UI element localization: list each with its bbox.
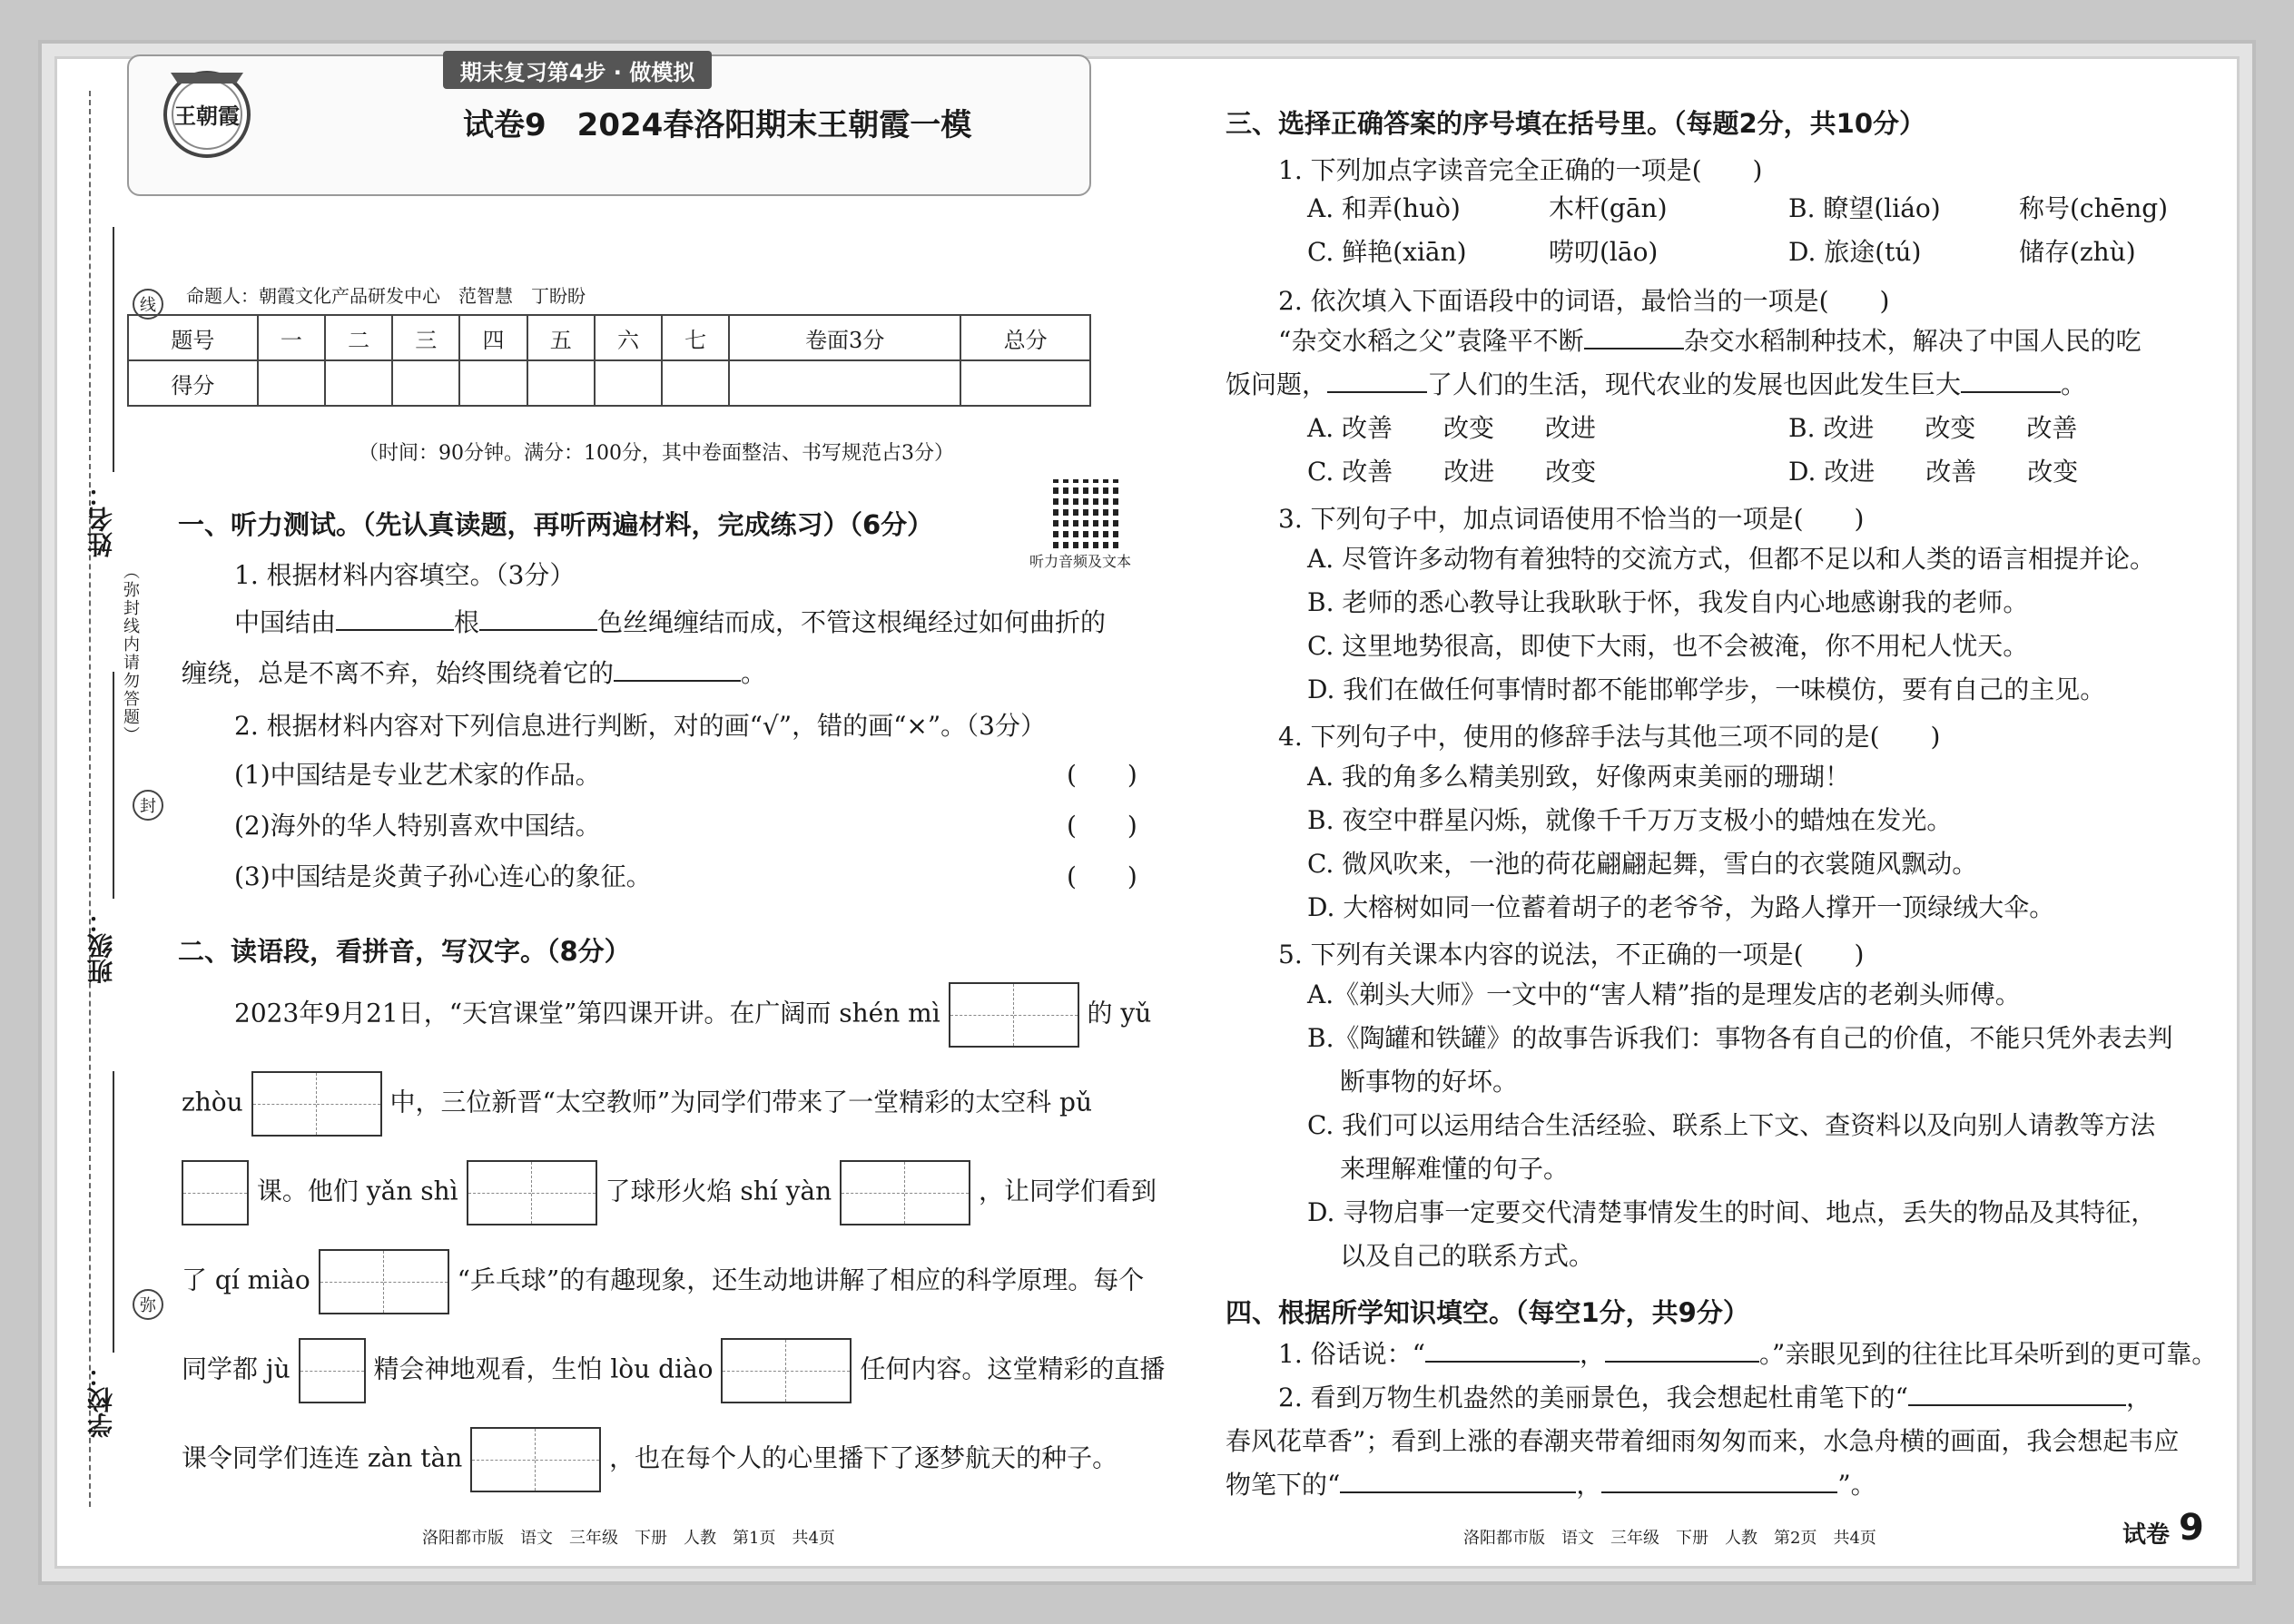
text: ”。 (1837, 1470, 1876, 1500)
score-cell: 六 (595, 315, 662, 360)
section1-heading: 一、听力测试。（先认真读题，再听两遍材料，完成练习）（6分） (178, 509, 934, 540)
s3-q3-opt: B. 老师的悉心教导让我耿耿于怀，我发自内心地感谢我的老师。 (1307, 587, 2029, 617)
score-cell: 一 (258, 315, 325, 360)
text: 了 qí miào (182, 1265, 310, 1295)
footer-right: 洛阳都市版 语文 三年级 下册 人教 第2页 共4页 (1463, 1529, 1876, 1548)
s1-q1-text: 1. 根据材料内容填空。（3分） (234, 560, 576, 590)
s3-q2-line2 (1226, 367, 2086, 403)
svg-text:王朝霞: 王朝霞 (174, 103, 240, 129)
text: 2. 看到万物生机盎然的美丽景色，我会想起杜甫笔下的“ (1278, 1383, 1908, 1412)
s3-q4-opt: B. 夜空中群星闪烁，就像千千万万支极小的蜡烛在发光。 (1307, 805, 1953, 835)
s3-q3-opt: D. 我们在做任何事情时都不能邯郸学步，一味模仿，要有自己的主见。 (1307, 674, 2106, 704)
name-field[interactable] (113, 227, 114, 472)
s3-q5-opt: 以及自己的联系方式。 (1340, 1241, 1595, 1271)
answer-paren[interactable]: ( ) (1067, 811, 1137, 841)
text: ， (1579, 1339, 1605, 1369)
brand-seal-logo (153, 60, 261, 160)
s3-q2-line1 (1278, 323, 2141, 359)
seal-line (89, 91, 91, 1507)
seal-note: （弥封线内请勿答题） (121, 563, 140, 744)
text: 根 (454, 607, 480, 637)
score-input[interactable] (960, 360, 1090, 406)
score-input[interactable] (595, 360, 662, 406)
s3-q1: 1. 下列加点字读音完全正确的一项是( ) (1278, 155, 1763, 185)
score-header-row (128, 315, 1090, 360)
score-cell: 七 (662, 315, 729, 360)
section4-heading: 四、根据所学知识填空。（每空1分，共9分） (1226, 1297, 1749, 1328)
score-input[interactable] (258, 360, 325, 406)
s4-q2-line1 (1278, 1380, 2151, 1416)
char-box[interactable] (721, 1338, 852, 1403)
blank[interactable] (1425, 1361, 1580, 1363)
s4-q1 (1278, 1336, 2217, 1373)
s3-q1-opt: 木杆(gān) (1549, 193, 1668, 223)
text: zhòu (182, 1087, 243, 1117)
score-row-label: 得分 (128, 360, 258, 406)
time-note: （时间：90分钟。满分：100分，其中卷面整洁、书写规范占3分） (359, 442, 954, 465)
text: 课令同学们连连 zàn tàn (182, 1442, 463, 1473)
s3-q3: 3. 下列句子中，加点词语使用不恰当的一项是( ) (1278, 504, 1865, 534)
school-field[interactable] (113, 1071, 114, 1353)
s4-q2-line2: 春风花草香”；看到上涨的春潮夹带着细雨匆匆而来，水急舟横的画面，我会想起韦应 (1226, 1426, 2180, 1456)
s2-line6 (182, 1427, 1117, 1492)
school-label: 学校： (86, 1362, 116, 1438)
answer-paren[interactable]: ( ) (1067, 861, 1137, 891)
s3-q5-opt: A.《剃头大师》一文中的“害人精”指的是理发店的老剃头师傅。 (1307, 979, 2021, 1009)
text: 。 (2061, 369, 2087, 399)
text: 任何内容。这堂精彩的直播 (860, 1353, 1166, 1384)
blank[interactable] (479, 629, 597, 631)
text: 的 yǔ (1087, 998, 1152, 1029)
score-input[interactable] (392, 360, 459, 406)
s4-q2-line3 (1226, 1467, 1876, 1503)
score-table (127, 314, 1091, 407)
paper-no: 9 (2179, 1507, 2204, 1549)
text: 缠绕，总是不离不弃，始终围绕着它的 (182, 658, 615, 688)
text: 1. 俗话说：“ (1278, 1339, 1425, 1369)
text: 精会神地观看，生怕 lòu diào (373, 1353, 714, 1384)
text: 杂交水稻制种技术，解决了中国人民的吃 (1683, 326, 2141, 356)
score-cell: 二 (325, 315, 392, 360)
seal-mi: 弥 (133, 1289, 163, 1320)
text: ， (1576, 1470, 1602, 1500)
s3-q2-opt: B. 改进 改变 改善 (1788, 413, 2078, 443)
score-cell: 题号 (128, 315, 258, 360)
paper-title: 试卷9 2024春洛阳期末王朝霞一模 (463, 107, 972, 143)
s1-item: (3)中国结是炎黄子孙心连心的象征。 (234, 861, 652, 891)
s2-line3 (182, 1160, 1157, 1225)
s3-q1-opt: A. 和弄(huò) (1307, 193, 1461, 223)
authors: 命题人：朝霞文化产品研发中心 范智慧 丁盼盼 (186, 285, 586, 307)
class-field[interactable] (113, 672, 114, 899)
char-box[interactable] (319, 1249, 449, 1314)
blank[interactable] (1961, 391, 2061, 393)
s1-q1-line2 (182, 655, 766, 692)
score-input[interactable] (527, 360, 595, 406)
text: “杂交水稻之父”袁隆平不断 (1278, 326, 1584, 356)
text: 饭问题， (1226, 369, 1328, 399)
s1-item: (2)海外的华人特别喜欢中国结。 (234, 811, 601, 841)
paper-no-label: 试卷 (2122, 1521, 2171, 1549)
text: ，让同学们看到 (978, 1176, 1157, 1206)
text: 中国结由 (234, 607, 337, 637)
blank[interactable] (1584, 348, 1684, 349)
blank[interactable] (1340, 1491, 1576, 1493)
section3-heading: 三、选择正确答案的序号填在括号里。（每题2分，共10分） (1226, 108, 1926, 139)
text: 物笔下的“ (1226, 1470, 1341, 1500)
s3-q4-opt: C. 微风吹来，一池的荷花翩翩起舞，雪白的衣裳随风飘动。 (1307, 849, 1978, 879)
s2-line1 (234, 982, 1151, 1048)
seal-xian: 线 (133, 289, 163, 320)
text: 色丝绳缠结而成，不管这根绳经过如何曲折的 (597, 607, 1107, 637)
text: 。 (741, 658, 767, 688)
s3-q5-opt: 来理解难懂的句子。 (1340, 1154, 1570, 1184)
score-input[interactable] (325, 360, 392, 406)
s2-line5 (182, 1338, 1165, 1403)
qr-code[interactable] (1053, 479, 1122, 548)
s3-q5-opt: 断事物的好坏。 (1340, 1067, 1519, 1097)
s3-q4-opt: D. 大榕树如同一位蓄着胡子的老爷爷，为路人撑开一顶绿绒大伞。 (1307, 892, 2055, 922)
s3-q1-opt: 称号(chēng) (2019, 193, 2169, 223)
s3-q1-opt: 储存(zhù) (2019, 237, 2136, 267)
s3-q1-opt: D. 旅途(tú) (1788, 237, 1922, 267)
score-cell: 三 (392, 315, 459, 360)
blank[interactable] (336, 629, 454, 631)
text: ， (2125, 1383, 2151, 1412)
s3-q1-opt: C. 鲜艳(xiān) (1307, 237, 1467, 267)
score-cell: 四 (459, 315, 527, 360)
char-box[interactable] (251, 1071, 382, 1137)
blank[interactable] (614, 680, 741, 682)
s3-q3-opt: A. 尽管许多动物有着独特的交流方式，但都不足以和人类的语言相提并论。 (1307, 544, 2156, 574)
blank[interactable] (1908, 1404, 2126, 1406)
s2-line2 (182, 1071, 1092, 1137)
answer-paren[interactable]: ( ) (1067, 760, 1137, 790)
seal-feng: 封 (133, 790, 163, 821)
char-box[interactable] (182, 1160, 249, 1225)
char-box[interactable] (467, 1160, 597, 1225)
s1-q1 (234, 556, 575, 592)
score-cell: 五 (527, 315, 595, 360)
s1-item: (1)中国结是专业艺术家的作品。 (234, 760, 601, 790)
s3-q4: 4. 下列句子中，使用的修辞手法与其他三项不同的是( ) (1278, 722, 1941, 752)
text: ，也在每个人的心里播下了逐梦航天的种子。 (609, 1442, 1118, 1473)
text: “乒乓球”的有趣现象，还生动地讲解了相应的科学原理。每个 (457, 1265, 1145, 1295)
step-banner: 期末复习第4步 · 做模拟 (443, 51, 712, 89)
score-input[interactable] (459, 360, 527, 406)
text: 中，三位新晋“太空教师”为同学们带来了一堂精彩的太空科 pǔ (389, 1087, 1092, 1117)
s3-q2: 2. 依次填入下面语段中的词语，最恰当的一项是( ) (1278, 286, 1890, 316)
blank[interactable] (1327, 391, 1427, 393)
char-box[interactable] (949, 982, 1079, 1048)
char-box[interactable] (840, 1160, 970, 1225)
blank[interactable] (1605, 1361, 1759, 1363)
s3-q5-opt: D. 寻物启事一定要交代清楚事情发生的时间、地点，丢失的物品及其特征， (1307, 1197, 2157, 1227)
score-input-row (128, 360, 1090, 406)
text: 课。他们 yǎn shì (256, 1176, 458, 1206)
score-input[interactable] (662, 360, 729, 406)
s1-q1-line1 (234, 605, 1106, 641)
s3-q2-opt: A. 改善 改变 改进 (1307, 413, 1597, 443)
name-label: 姓名： (86, 481, 116, 557)
s2-line4 (182, 1249, 1144, 1314)
blank[interactable] (1601, 1491, 1837, 1493)
text: 。”亲眼见到的往往比耳朵听到的更可靠。 (1758, 1339, 2218, 1369)
char-box[interactable] (470, 1427, 601, 1492)
score-input[interactable] (729, 360, 960, 406)
s3-q2-opt: D. 改进 改善 改变 (1788, 457, 2079, 487)
footer-left: 洛阳都市版 语文 三年级 下册 人教 第1页 共4页 (422, 1529, 835, 1548)
qr-caption: 听力音频及文本 (1029, 553, 1132, 570)
char-box[interactable] (299, 1338, 366, 1403)
s3-q4-opt: A. 我的角多么精美别致，好像两束美丽的珊瑚！ (1307, 762, 1851, 792)
score-cell: 卷面3分 (729, 315, 960, 360)
s3-q5-opt: C. 我们可以运用结合生活经验、联系上下文、查资料以及向别人请教等方法 (1307, 1110, 2156, 1140)
text: 2023年9月21日，“天宫课堂”第四课开讲。在广阔而 shén mì (234, 998, 940, 1029)
text: 了人们的生活，现代农业的发展也因此发生巨大 (1427, 369, 1962, 399)
section2-heading: 二、读语段，看拼音，写汉字。（8分） (178, 936, 631, 967)
s3-q1-opt: 唠叨(lāo) (1549, 237, 1659, 267)
s3-q5-opt: B.《陶罐和铁罐》的故事告诉我们：事物各有自己的价值，不能只凭外表去判 (1307, 1023, 2173, 1053)
s3-q1-opt: B. 瞭望(liáo) (1788, 193, 1941, 223)
class-label: 班级： (86, 908, 116, 984)
text: 了球形火焰 shí yàn (605, 1176, 832, 1206)
s3-q2-opt: C. 改善 改进 改变 (1307, 457, 1597, 487)
text: 同学都 jù (182, 1353, 290, 1384)
score-cell: 总分 (960, 315, 1090, 360)
s3-q3-opt: C. 这里地势很高，即使下大雨，也不会被淹，你不用杞人忧天。 (1307, 631, 2029, 661)
s3-q5: 5. 下列有关课本内容的说法，不正确的一项是( ) (1278, 940, 1865, 969)
s1-q2: 2. 根据材料内容对下列信息进行判断，对的画“√”，错的画“×”。（3分） (234, 711, 1046, 741)
